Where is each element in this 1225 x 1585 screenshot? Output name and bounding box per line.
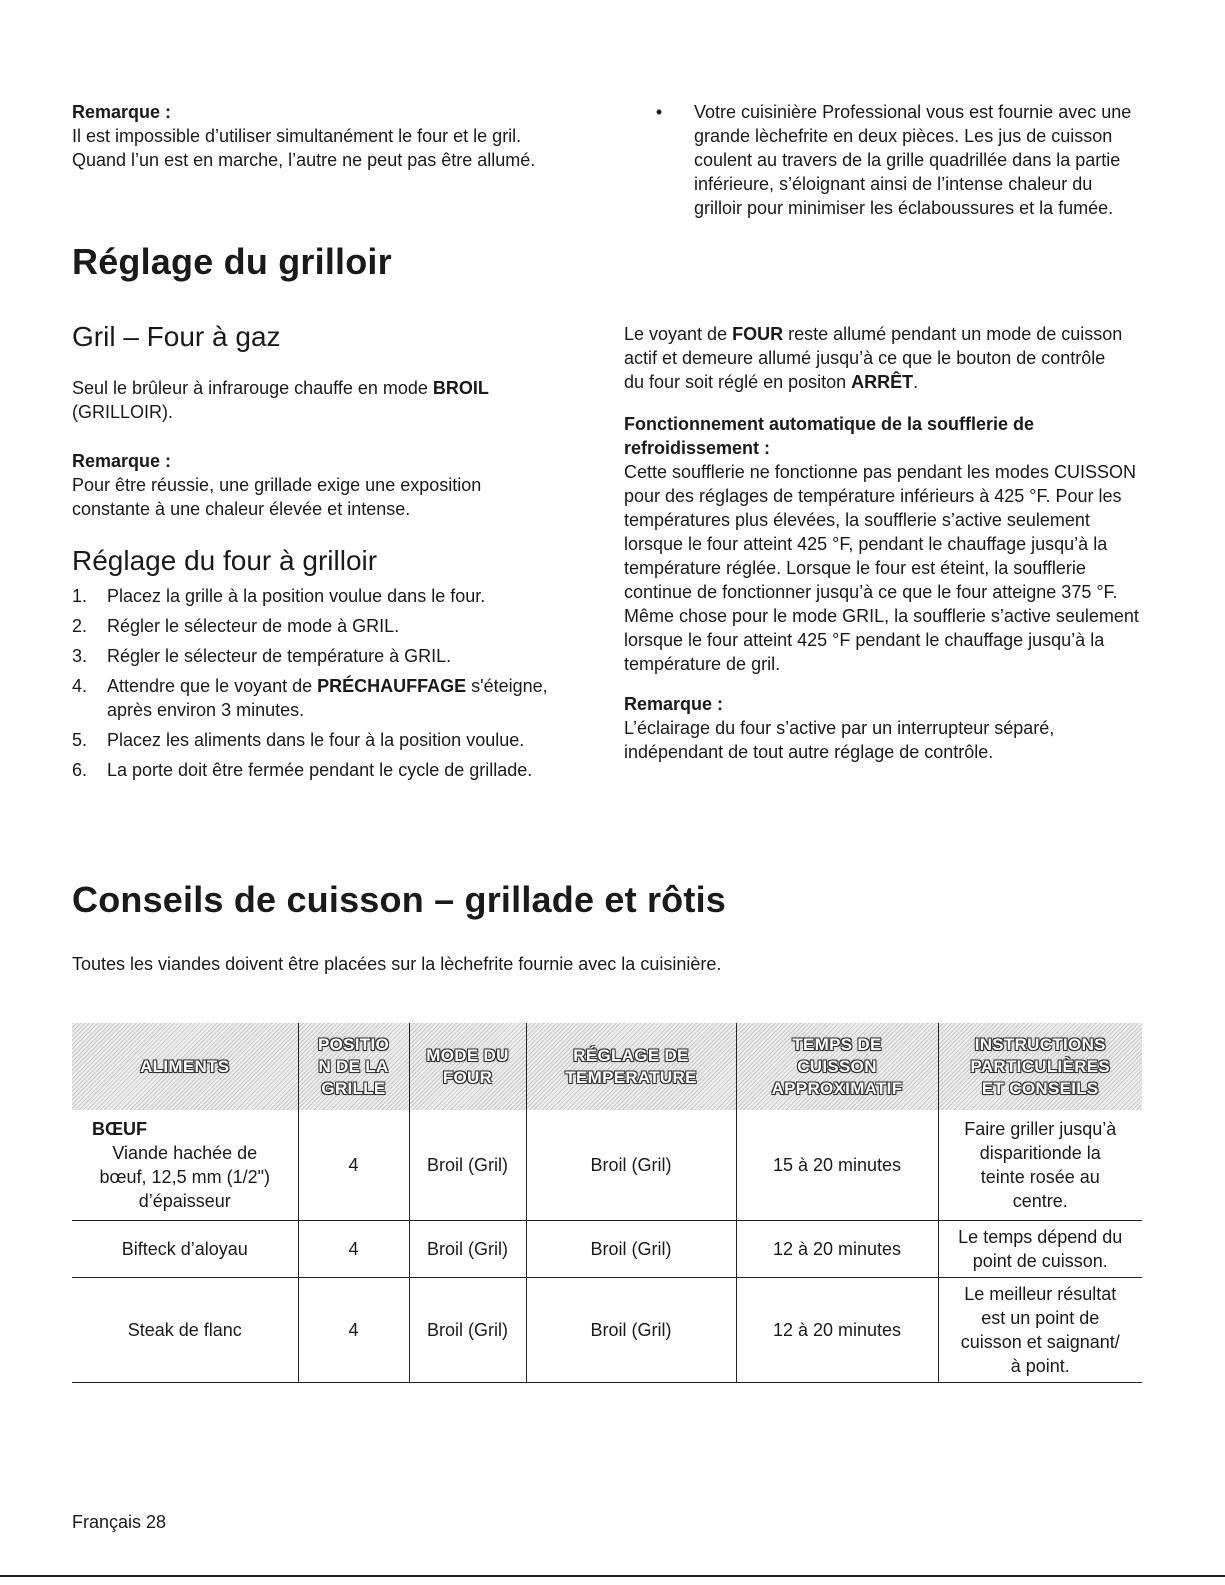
intro-text: Seul le brûleur à infrarouge chauffe en mode bbox=[72, 378, 433, 398]
intro-bold: BROIL bbox=[432, 378, 489, 398]
subsection-title: Réglage du four à grilloir bbox=[72, 545, 378, 576]
intro-paragraph bbox=[72, 376, 592, 424]
left-column bbox=[72, 320, 592, 788]
top-note bbox=[72, 100, 592, 172]
steps-list bbox=[72, 584, 592, 782]
table-row bbox=[72, 1221, 1142, 1278]
position-cell: 4 bbox=[298, 1110, 409, 1221]
intro-text-end: (GRILLOIR). bbox=[72, 402, 174, 422]
note-label: Remarque : bbox=[624, 694, 724, 714]
page-footer: Français 28 bbox=[72, 1512, 167, 1532]
note-label: Remarque : bbox=[72, 451, 172, 471]
position-cell: 4 bbox=[298, 1278, 409, 1383]
reglage-cell: Broil (Gril) bbox=[526, 1221, 736, 1278]
temps-cell: 12 à 20 minutes bbox=[736, 1278, 938, 1383]
header-mode: MODE DU FOUR bbox=[409, 1023, 526, 1110]
header-instructions: INSTRUCTIONS PARTICULIÈRES ET CONSEILS bbox=[938, 1023, 1142, 1110]
indicator-paragraph: Le voyant de FOUR reste allumé pendant un mode de cuisson actif et demeure allumé jusqu’à ce que le bouton de contrôle du four soit réglé en positon ARRÊT. bbox=[624, 324, 1123, 392]
position-cell: 4 bbox=[298, 1221, 409, 1278]
reglage-cell: Broil (Gril) bbox=[526, 1278, 736, 1383]
note-text: Pour être réussie, une grillade exige une exposition constante à une chaleur élevée et intense. bbox=[72, 475, 482, 519]
reglage-cell: Broil (Gril) bbox=[526, 1110, 736, 1221]
fan-heading: Fonctionnement automatique de la soufflerie de refroidissement : bbox=[624, 414, 1035, 458]
header-temps: TEMPS DE CUISSON APPROXIMATIF bbox=[736, 1023, 938, 1110]
note-text: L’éclairage du four s’active par un interrupteur séparé, indépendant de tout autre réglage de contrôle. bbox=[624, 718, 1055, 762]
step-item: 6. La porte doit être fermée pendant le cycle de grillade. bbox=[72, 760, 533, 780]
food-cell: Bifteck d’aloyau bbox=[72, 1221, 298, 1278]
right-column bbox=[624, 322, 1144, 764]
table-row bbox=[72, 1110, 1142, 1221]
instructions-cell: Le temps dépend du point de cuisson. bbox=[938, 1221, 1142, 1278]
temps-cell: 12 à 20 minutes bbox=[736, 1221, 938, 1278]
step-item: 4. Attendre que le voyant de PRÉCHAUFFAGE s'éteigne, après environ 3 minutes. bbox=[72, 676, 548, 720]
subsection-title: Gril – Four à gaz bbox=[72, 321, 281, 352]
header-reglage: RÉGLAGE DE TEMPERATURE bbox=[526, 1023, 736, 1110]
step-item: 5. Placez les aliments dans le four à la position voulue. bbox=[72, 730, 525, 750]
table-header-row bbox=[72, 1023, 1142, 1110]
mode-cell: Broil (Gril) bbox=[409, 1221, 526, 1278]
section-title: Réglage du grilloir bbox=[72, 241, 392, 282]
bullet-icon: • bbox=[655, 102, 663, 122]
cooking-table bbox=[72, 1023, 1142, 1383]
table-row bbox=[72, 1278, 1142, 1383]
category-label: BŒUF bbox=[92, 1119, 147, 1139]
note-line: Il est impossible d’utiliser simultanément le four et le gril. bbox=[72, 126, 522, 146]
header-position: POSITIO N DE LA GRILLE bbox=[298, 1023, 409, 1110]
mode-cell: Broil (Gril) bbox=[409, 1278, 526, 1383]
food-cell: Steak de flanc bbox=[72, 1278, 298, 1383]
mode-cell: Broil (Gril) bbox=[409, 1110, 526, 1221]
food-cell: BŒUF Viande hachée de bœuf, 12,5 mm (1/2") d’épaisseur bbox=[72, 1110, 298, 1221]
bullet-text: Votre cuisinière Professional vous est fournie avec une grande lèchefrite en deux pièces. Les jus de cuisson coulent au travers de la grille quadrillée dans la partie inférieure, s’éloignant ainsi de l’intense chaleur du grilloir pour minimiser les éclaboussures et la fumée. bbox=[694, 102, 1132, 218]
temps-cell: 15 à 20 minutes bbox=[736, 1110, 938, 1221]
section-intro: Toutes les viandes doivent être placées sur la lèchefrite fournie avec la cuisinière. bbox=[72, 954, 722, 974]
step-item: 2. Régler le sélecteur de mode à GRIL. bbox=[72, 616, 400, 636]
bottom-divider bbox=[0, 1575, 1225, 1577]
header-aliments: ALIMENTS bbox=[72, 1023, 298, 1110]
note-label: Remarque : bbox=[72, 102, 172, 122]
step-item: 1. Placez la grille à la position voulue dans le four. bbox=[72, 586, 486, 606]
step-item: 3. Régler le sélecteur de température à GRIL. bbox=[72, 646, 452, 666]
top-bullet bbox=[624, 100, 1144, 220]
fan-text: Cette soufflerie ne fonctionne pas pendant les modes CUISSON pour des réglages de température inférieurs à 425 °F. Pour les températures plus élevées, la soufflerie s’active seulement lorsque le four atteint 425 °F, pendant le chauffage jusqu’à la température réglée. Lorsque le four est éteint, la soufflerie continue de fonctionner jusqu’à ce que le four atteigne 375 °F. Même chose pour le mode GRIL, la soufflerie s’active seulement lorsque le four atteint 425 °F pendant le chauffage jusqu’à la température de gril. bbox=[624, 462, 1139, 674]
instructions-cell: Le meilleur résultat est un point de cuisson et saignant/ à point. bbox=[938, 1278, 1142, 1383]
section-title: Conseils de cuisson – grillade et rôtis bbox=[72, 879, 726, 920]
note-line: Quand l’un est en marche, l’autre ne peut pas être allumé. bbox=[72, 150, 536, 170]
instructions-cell: Faire griller jusqu’à disparitionde la teinte rosée au centre. bbox=[938, 1110, 1142, 1221]
